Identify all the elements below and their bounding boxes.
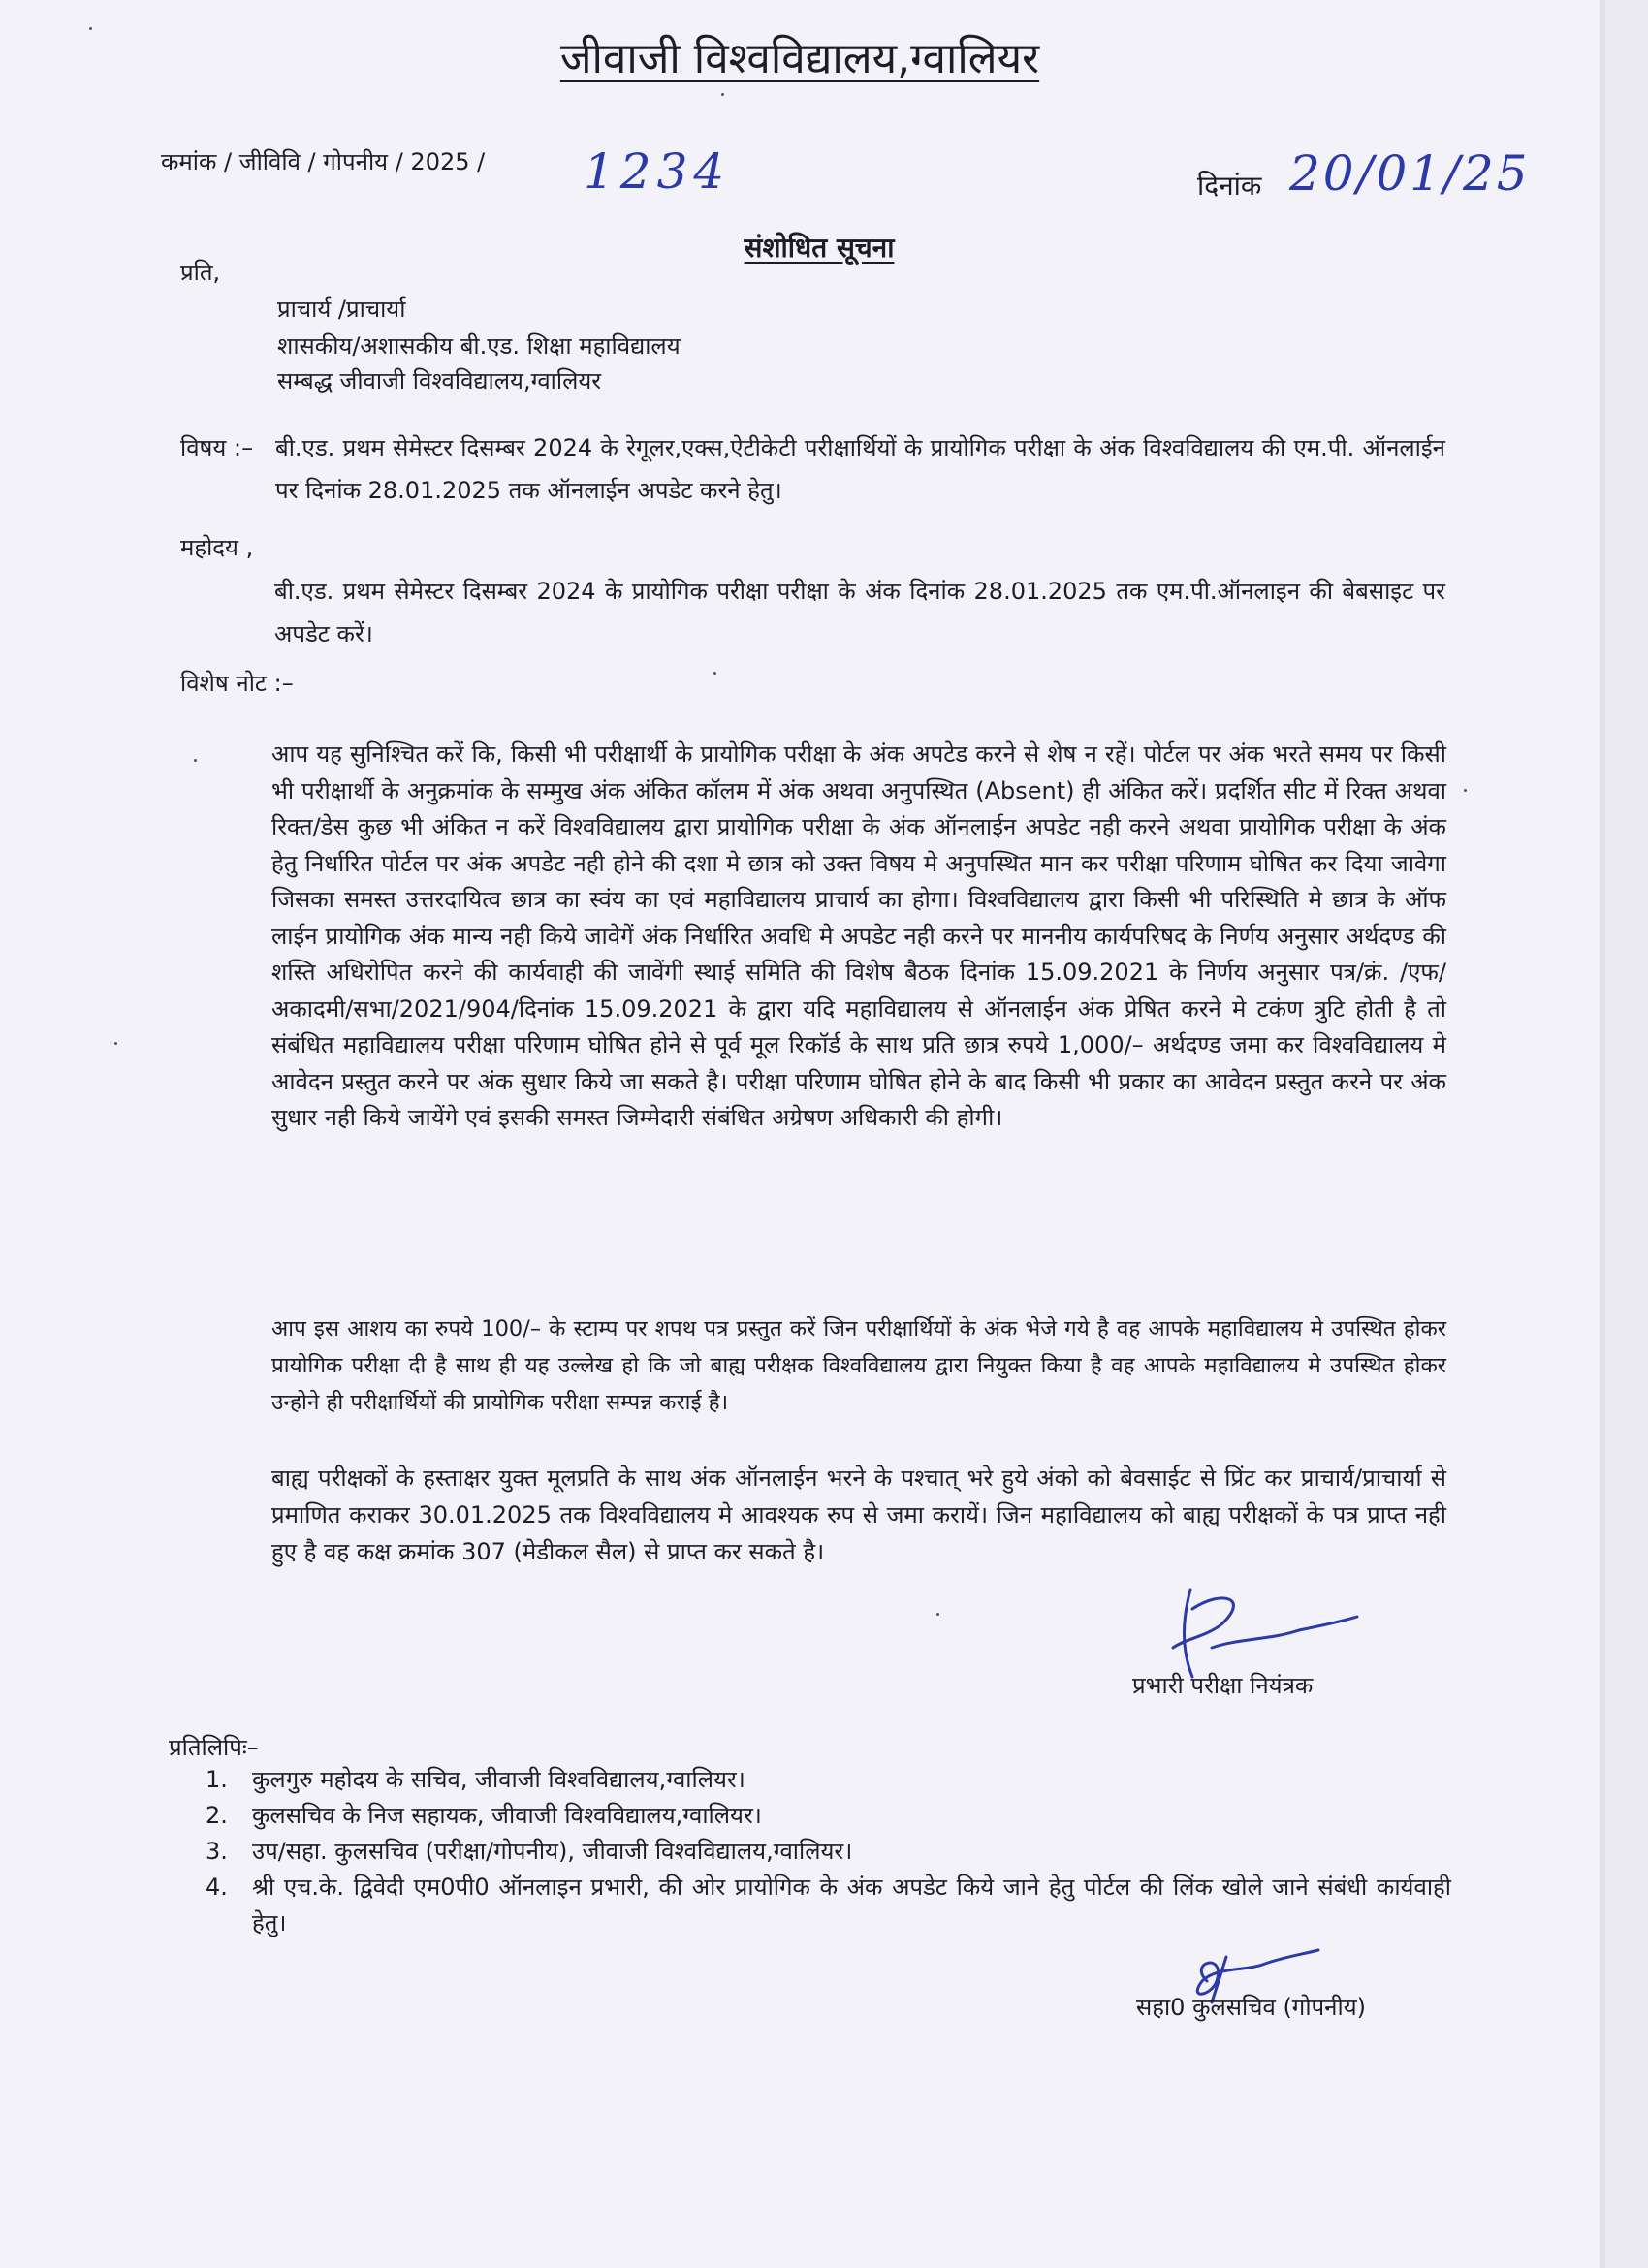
paper-speck — [713, 672, 716, 675]
handwritten-date: 20/01/25 — [1289, 145, 1531, 202]
subject-label: विषय :– — [180, 434, 254, 461]
special-note-label: विशेष नोट :– — [180, 670, 294, 697]
copy-to-item: 2. कुलसचिव के निज सहायक, जीवाजी विश्वविद्यालय,ग्वालियर। — [206, 1802, 762, 1829]
recipient-line: प्राचार्य /प्राचार्या — [277, 296, 406, 323]
copy-to-item: 4. श्री एच.के. द्विवेदी एम0पी0 ऑनलाइन प्रभारी, की ओर प्रायोगिक के अंक अपडेट किये जाने हेतु पोर्टल की लिंक खोले जाने संबंधी कार्यवाही हेतु। — [206, 1874, 1451, 1937]
copy-to-item: 1. कुलगुरु महोदय के सचिव, जीवाजी विश्वविद्यालय,ग्वालियर। — [206, 1766, 745, 1793]
paper-speck — [194, 759, 197, 762]
university-title: जीवाजी विश्वविद्यालय,ग्वालियर — [559, 34, 1040, 83]
signatory-assistant-registrar-title: सहा0 कुलसचिव (गोपनीय) — [1136, 1994, 1366, 2021]
recipient-line: सम्बद्ध जीवाजी विश्वविद्यालय,ग्वालियर — [277, 367, 602, 394]
paper-speck — [1464, 789, 1467, 792]
paper-speck — [721, 93, 724, 96]
copy-to-item: 3. उप/सहा. कुलसचिव (परीक्षा/गोपनीय), जीवाजी विश्वविद्यालय,ग्वालियर। — [206, 1838, 853, 1865]
note-paragraph: आप यह सुनिश्चित करें कि, किसी भी परीक्षार्थी के प्रायोगिक परीक्षा के अंक अपटेड करने से शेष न रहें। पोर्टल पर अंक भरते समय पर किसी भी परीक्षार्थी के अनुक्रमांक के सम्मुख अंक अंकित कॉलम में अंक अथवा अनुपस्थित (Absent) ही अंकित करें। प्रदर्शित सीट में रिक्त अथवा रिक्त/डेस कुछ भी अंकित न करें विश्वविद्यालय द्वारा प्रायोगिक परीक्षा के अंक ऑनलाईन अपडेट नही करने अथवा प्रायोगिक परीक्षा के अंक हेतु निर्धारित पोर्टल पर अंक अपडेट नही होने की दशा मे छात्र को उक्त विषय मे अनुपस्थित मान कर परीक्षा परिणाम घोषित कर दिया जावेगा जिसका समस्त उत्तरदायित्व छात्र का स्वंय का एवं महाविद्यालय प्राचार्य का होगा। विश्वविद्यालय द्वारा किसी भी परिस्थिति मे छात्र के ऑफ लाईन प्रायोगिक अंक मान्य नही किये जावेगें अंक निर्धारित अवधि मे अपडेट नही करने पर माननीय कार्यपरिषद के निर्णय अनुसार अर्थदण्ड की शस्ति अधिरोपित करने की कार्यवाही की जावेंगी स्थाई समिति की विशेष बैठक दिनांक 15.09.2021 के निर्णय अनुसार पत्र/क्रं. /एफ/अकादमी/सभा/2021/904/दिनांक 15.09.2021 के द्वारा यदि महाविद्यालय से ऑनलाईन अंक प्रेषित करने मे टकंण त्रुटि होती है तो संबंधित महाविद्यालय परीक्षा परिणाम घोषित होने से पूर्व मूल रिकॉर्ड के साथ प्रति छात्र रुपये 1,000/– अर्थदण्ड जमा कर विश्वविद्यालय मे आवेदन प्रस्तुत करने पर अंक सुधार किये जा सकते है। परीक्षा परिणाम घोषित होने के बाद किसी भी प्रकार का आवेदन प्रस्तुत करने पर अंक सुधार नही किये जायेंगे एवं इसकी समस्त जिम्मेदारी संबंधित अग्रेषण अधिकारी की होगी। — [271, 740, 1446, 1131]
note-paragraph: आप इस आशय का रुपये 100/– के स्टाम्प पर शपथ पत्र प्रस्तुत करें जिन परीक्षार्थियों के अंक भेजे गये है वह आपके महाविद्यालय मे उपस्थित होकर प्रायोगिक परीक्षा दी है साथ ही यह उल्लेख हो कि जो बाह्य परीक्षक विश्वविद्यालय द्वारा नियुक्त किया है वह आपके महाविद्यालय मे उपस्थित होकर उन्होने ही परीक्षार्थियों की प्रायोगिक परीक्षा सम्पन्न कराई है। — [271, 1316, 1446, 1415]
subject-block — [180, 426, 1445, 512]
subject-text: बी.एड. प्रथम सेमेस्टर दिसम्बर 2024 के रेगूलर,एक्स,ऐटीकेटी परीक्षार्थियों के प्रायोगिक परीक्षा के अंक विश्वविद्यालय की एम.पी. ऑनलाईन पर दिनांक 28.01.2025 तक ऑनलाईन अपडेट करने हेतु। — [275, 434, 1445, 504]
recipient-line: शासकीय/अशासकीय बी.एड. शिक्षा महाविद्यालय — [277, 332, 681, 360]
note-paragraph: बाह्य परीक्षकों के हस्ताक्षर युक्त मूलप्रति के साथ अंक ऑनलाईन भरने के पश्चात् भरे हुये अंको को बेवसाईट से प्रिंट कर प्राचार्य/प्राचार्या से प्रमाणित कराकर 30.01.2025 तक विश्वविद्यालय मे आवश्यक रुप से जमा करायें। जिन महाविद्यालय को बाह्य परीक्षकों के पत्र प्राप्त नही हुए है वह कक्ष क्रमांक 307 (मेडीकल सैल) से प्राप्त कर सकते है। — [271, 1465, 1446, 1565]
recipient-to: प्रति, — [180, 259, 221, 286]
copy-to-list — [206, 1762, 1451, 1941]
signatory-controller-title: प्रभारी परीक्षा नियंत्रक — [1132, 1672, 1314, 1699]
copy-to-label: प्रतिलिपिः– — [169, 1734, 259, 1761]
reference-prefix: कमांक / जीविवि / गोपनीय / 2025 / — [161, 148, 486, 175]
notice-heading: संशोधित सूचना — [744, 232, 895, 264]
paper-speck — [89, 27, 92, 30]
salutation: महोदय , — [180, 534, 254, 561]
date-label: दिनांक — [1197, 170, 1262, 202]
body-text: बी.एड. प्रथम सेमेस्टर दिसम्बर 2024 के प्रायोगिक परीक्षा परीक्षा के अंक दिनांक 28.01.2025 तक एम.पी.ऑनलाइन की बेबसाइट पर अपडेट करें। — [274, 578, 1445, 647]
handwritten-reference-number: 1234 — [584, 143, 731, 200]
paper-speck — [936, 1613, 939, 1616]
paper-speck — [114, 1042, 117, 1045]
